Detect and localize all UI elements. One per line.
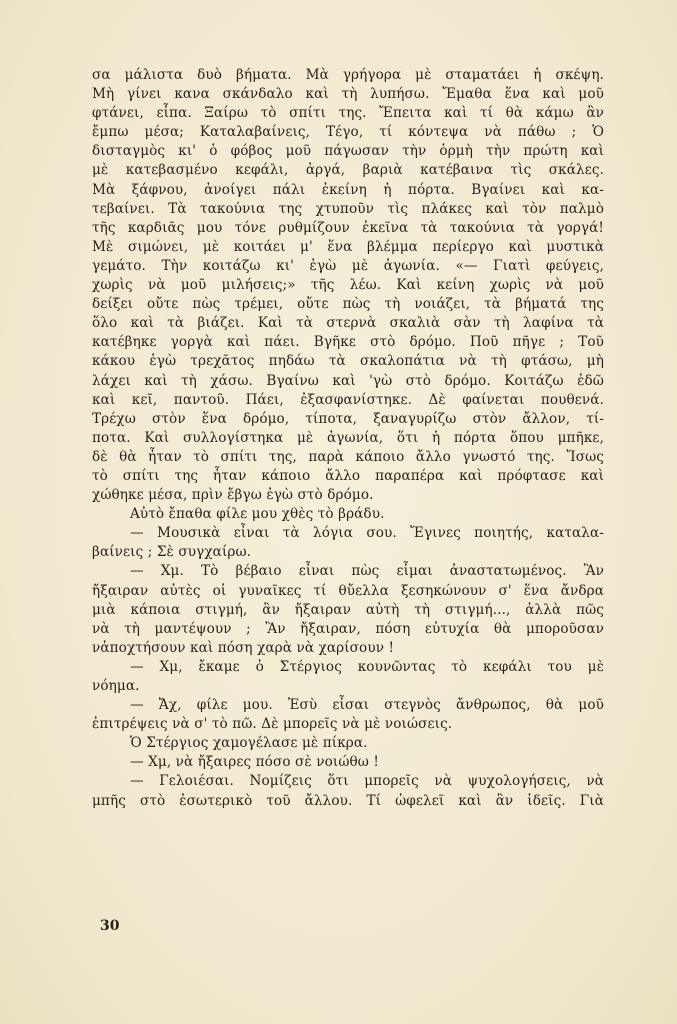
text-line: ὅλο καὶ τὰ βιάζει. Καὶ τὰ στερνὰ σκαλιὰ σὰν τὴ λαφίνα τὰ [92, 315, 604, 332]
text-line: Τρέχω στὸν ἕνα δρόμο, τίποτα, ξαναγυρίζω στὸν ἄλλον, τί- [92, 410, 604, 427]
text-line: τὸ σπίτι της ἦταν κάποιο ἄλλο παραπέρα καὶ πρόφτασε καὶ [92, 467, 604, 484]
body-text [92, 66, 604, 811]
text-line: γεμάτο. Τὴν κοιτάζω κι' ἐγὼ μὲ ἀγωνία. «— Γιατὶ φεύγεις, [92, 257, 604, 274]
text-line: κατέβηκε γοργὰ καὶ πάει. Βγῆκε στὸ δρόμο. Ποῦ πῆγε ; Τοῦ [92, 334, 604, 351]
text-line: — Μουσικὰ εἶναι τὰ λόγια σου. Ἔγινες ποιητής, καταλα- [130, 525, 604, 542]
text-line: κάκου ἐγὼ τρεχᾶτος πηδάω τὰ σκαλοπάτια νὰ τὴ φτάσω, μὴ [92, 353, 604, 370]
text-line: δείξει οὔτε πὼς τρέμει, οὔτε πὼς τὴ νοιάζει, τὰ βήματά της [92, 296, 604, 313]
text-line: Μὰ ξάφνου, ἀνοίγει πάλι ἐκείνη ἡ πόρτα. Βγαίνει καὶ κα- [92, 181, 604, 198]
text-line: μὲ κατεβασμένο κεφάλι, ἀργά, βαριὰ κατέβαινα τὶς σκάλες. [92, 162, 604, 179]
text-line: τῆς καρδιᾶς μου τόνε ρυθμίζουν ἐκεῖνα τὰ τακούνια τὰ γοργά! [92, 219, 604, 236]
text-line: φτάνει, εἶπα. Ξαίρω τὸ σπίτι της. Ἔπειτα καὶ τί θὰ κάμω ἂν [92, 105, 604, 122]
text-line: Αὐτὸ ἔπαθα φίλε μου χθὲς τὸ βράδυ. [130, 506, 385, 523]
text-line: — Γελοιέσαι. Νομίζεις ὅτι μπορεῖς νὰ ψυχολογήσεις, νὰ [130, 773, 604, 790]
text-line: νὰ τὴ μαντέψουν ; Ἂν ἤξαιραν, πόση εὐτυχία θὰ μποροῦσαν [92, 620, 604, 637]
page-number: 30 [100, 918, 120, 934]
text-line: λάχει καὶ τὴ χάσω. Βγαίνω καὶ 'γὼ στὸ δρόμο. Κοιτάζω ἐδῶ [92, 372, 604, 389]
text-line: ἐπιτρέψεις νὰ σ' τὸ πῶ. Δὲ μπορεῖς νὰ μὲ νοιώσεις. [92, 716, 453, 733]
text-line: ἤξαιραν αὐτὲς οἱ γυναῖκες τί θὔελλα ξεσηκώνουν σ' ἕνα ἄνδρα [92, 582, 604, 599]
text-line: χωρὶς νὰ μοῦ μιλήσεις;» τῆς λέω. Καὶ κείνη χωρὶς νὰ μοῦ [92, 277, 604, 294]
text-line: σα μάλιστα δυὸ βήματα. Μὰ γρήγορα μὲ σταματάει ἡ σκέψη. [92, 67, 604, 83]
text-line: — Ἄχ, φίλε μου. Ἐσὺ εἶσαι στεγνὸς ἄνθρωπος, θὰ μοῦ [130, 697, 604, 714]
text-line: Μὲ σιμώνει, μὲ κοιτάει μ' ἕνα βλέμμα περίεργο καὶ μυστικὰ [92, 238, 604, 255]
text-line: μπῆς στὸ ἐσωτερικὸ τοῦ ἄλλου. Τί ὠφελεῖ καὶ ἂν ἰδεῖς. Γιὰ [92, 792, 604, 809]
text-line: — Χμ. Τὸ βέβαιο εἶναι πὼς εἶμαι ἀναστατωμένος. Ἂν [130, 563, 604, 580]
text-line: χώθηκε μέσα, πρὶν ἔβγω ἐγὼ στὸ δρόμο. [92, 487, 374, 504]
text-line: ἔμπω μέσα; Καταλαβαίνεις, Τέγο, τί κόντεψα νὰ πάθω ; Ὁ [92, 124, 604, 141]
text-line: μιὰ κάποια στιγμή, ἂν ἤξαιραν αὐτὴ τὴ στιγμή..., ἀλλὰ πῶς [92, 601, 604, 618]
text-line: — Χμ, νὰ ἤξαιρες πόσο σὲ νοιώθω ! [130, 754, 379, 771]
text-line: Μὴ γίνει κανα σκάνδαλο καὶ τὴ λυπήσω. Ἔμαθα ἕνα καὶ μοῦ [92, 86, 604, 103]
text-line: νἀποχτήσουν καὶ πόση χαρὰ νὰ χαρίσουν ! [92, 639, 395, 656]
text-line: — Χμ, ἔκαμε ὁ Στέργιος κουνῶντας τὸ κεφάλι του μὲ [130, 658, 604, 675]
text-line: νόημα. [92, 678, 140, 694]
text-line: δισταγμὸς κι' ὁ φόβος μοῦ πάγωσαν τὴν ὁρμὴ τὴν πρώτη καὶ [92, 143, 604, 160]
text-line: τεβαίνει. Τὰ τακούνια της χτυποῦν τὶς πλάκες καὶ τὸν παλμὸ [92, 200, 604, 217]
text-line: δὲ θὰ ἦταν τὸ σπίτι της, παρὰ κάποιο ἄλλο γνωστό της. Ἴσως [92, 448, 604, 465]
text-line: ποτα. Καὶ συλλογίστηκα μὲ ἀγωνία, ὅτι ἡ πόρτα ὅπου μπῆκε, [92, 429, 604, 446]
text-line: καὶ κεῖ, παντοῦ. Πάει, ἐξασφανίστηκε. Δὲ φαίνεται πουθενά. [92, 391, 604, 408]
text-line: βαίνεις ; Σὲ συγχαίρω. [92, 544, 252, 561]
text-line: Ὁ Στέργιος χαμογέλασε μὲ πίκρα. [130, 735, 368, 752]
